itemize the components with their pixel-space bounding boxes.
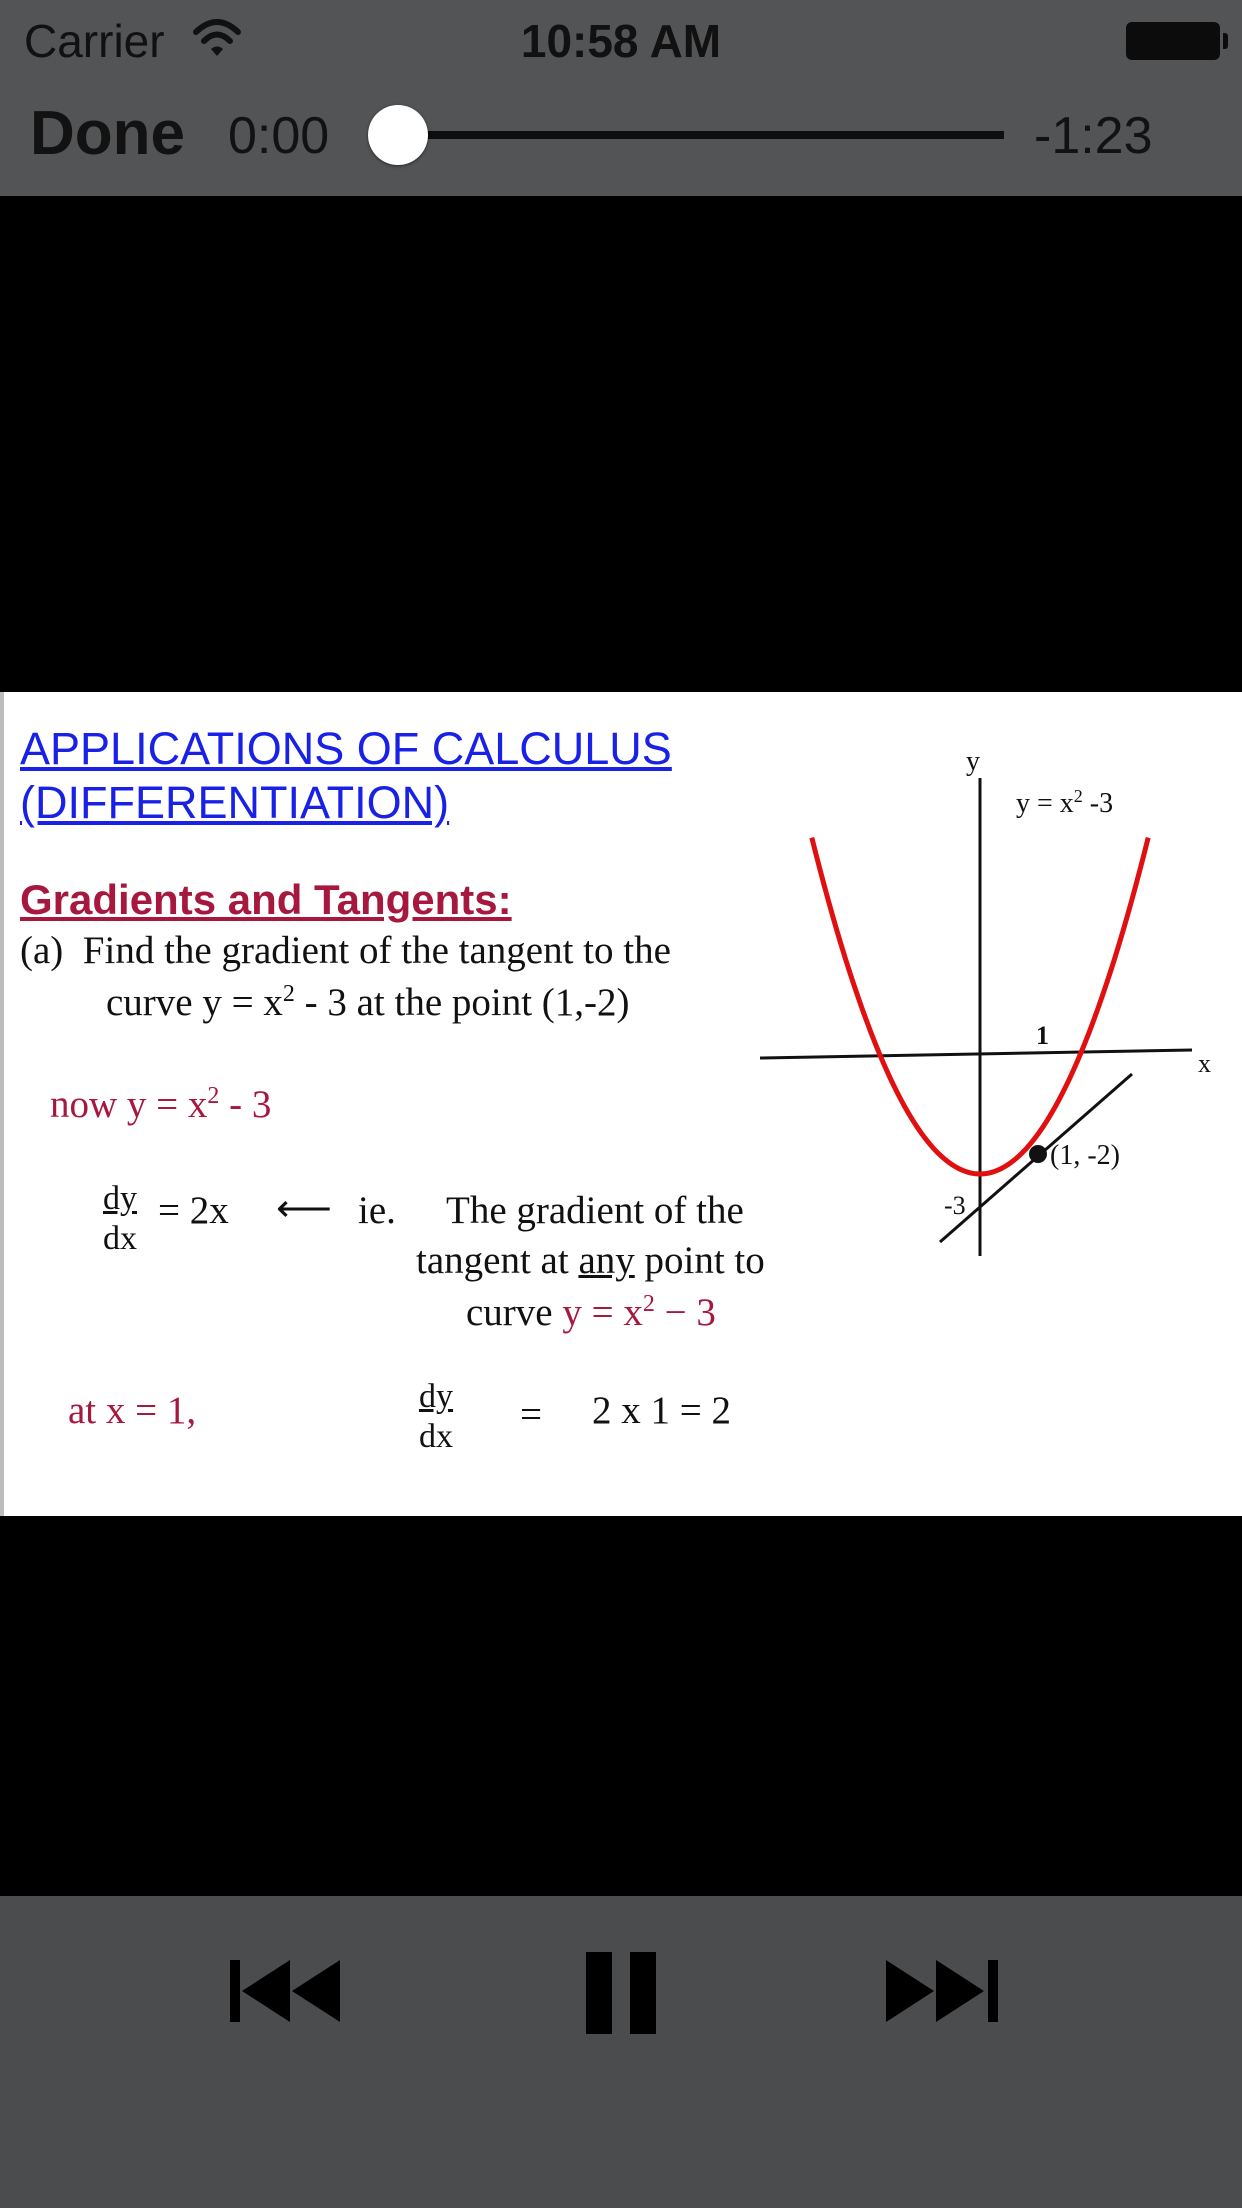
player-top-bar [0, 0, 1242, 196]
now-sup: 2 [207, 1083, 220, 1109]
question-line1 [20, 928, 671, 973]
slide-title [20, 722, 672, 830]
y-axis-label: y [966, 746, 980, 777]
question-line2 [106, 980, 630, 1025]
gradient-text-3a: curve [466, 1291, 563, 1334]
question-text-2b: - 3 at the point (1,-2) [294, 981, 630, 1024]
result-text: 2 x 1 = 2 [592, 1389, 731, 1432]
section-heading: Gradients and Tangents: [20, 876, 512, 923]
scrubber-track[interactable] [400, 131, 1004, 139]
gradient-text-1: The gradient of the [446, 1189, 744, 1232]
equation-label: $y = x^2$ -3 [1016, 786, 1114, 819]
skip-forward-icon[interactable] [884, 1958, 1016, 2024]
now-text-a: now y = x [50, 1083, 208, 1126]
tick-label-neg3: -3 [944, 1191, 966, 1220]
now-text-b: - 3 [219, 1083, 272, 1126]
status-time: 10:58 AM [520, 15, 722, 67]
slide-title-line1: APPLICATIONS OF CALCULUS [20, 723, 672, 774]
skip-back-icon[interactable] [228, 1958, 360, 2024]
gradient-text-3c: − 3 [654, 1291, 716, 1334]
done-button[interactable]: Done [30, 99, 185, 168]
gradient-sup: 2 [642, 1291, 655, 1317]
point-label: (1, -2) [1050, 1140, 1120, 1171]
derivative-eq: = 2x [158, 1189, 229, 1232]
slide-edge [0, 692, 4, 1516]
now-equation [50, 1082, 271, 1127]
derivative-fraction-2 [414, 1378, 458, 1456]
gradient-text-2b: point to [634, 1239, 765, 1282]
question-text-2a: curve y = x [106, 981, 283, 1024]
frac-dy: dy [103, 1180, 137, 1217]
pause-icon[interactable] [584, 1950, 660, 2036]
parabola-graph [740, 732, 1220, 1292]
playback-controls [0, 1896, 1242, 2208]
equals-sign: = [520, 1393, 542, 1436]
gradient-text-2 [416, 1238, 765, 1283]
question-label: (a) [20, 929, 64, 972]
left-arrow-icon: ⟵ [276, 1187, 332, 1230]
x-axis [760, 1050, 1192, 1058]
at-x-label: at x = 1, [68, 1389, 197, 1432]
elapsed-time: 0:00 [228, 107, 330, 165]
frac-dy-2: dy [419, 1378, 453, 1415]
carrier-label: Carrier [24, 15, 165, 67]
battery-icon [1126, 22, 1220, 60]
ie-label: ie. [358, 1189, 396, 1232]
question-sup: 2 [282, 981, 295, 1007]
slide-title-line2: (DIFFERENTIATION) [20, 777, 450, 828]
status-bar [0, 0, 1242, 82]
scrubber-knob[interactable] [368, 105, 428, 165]
gradient-text-any: any [578, 1239, 635, 1282]
video-frame[interactable] [0, 692, 1242, 1516]
derivative-fraction [98, 1180, 142, 1258]
tangent-point [1029, 1145, 1047, 1163]
frac-dx: dx [103, 1220, 137, 1257]
x-axis-label: x [1198, 1049, 1211, 1078]
gradient-text-3b: y = x [562, 1291, 643, 1334]
remaining-time: -1:23 [1034, 107, 1153, 165]
gradient-text-2a: tangent at [416, 1239, 579, 1282]
frac-dx-2: dx [419, 1418, 453, 1455]
question-text-1: Find the gradient of the tangent to the [82, 929, 671, 972]
gradient-text-3 [466, 1290, 716, 1335]
tick-label-1: 1 [1036, 1021, 1049, 1050]
